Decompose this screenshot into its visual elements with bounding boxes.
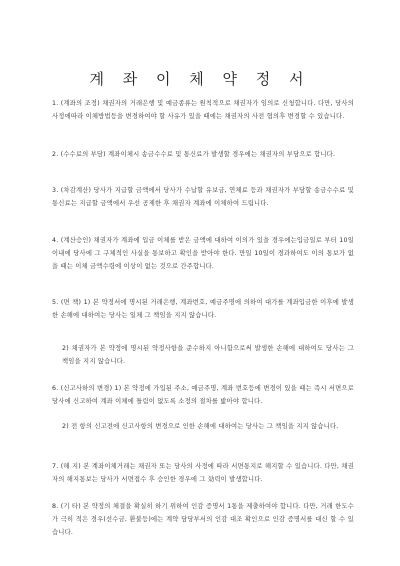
article-5-clause-2: 2) 채권자가 본 약정에 명시된 약정사항을 준수하지 아니함으로써 발생한 손해에 대하여도 당사는 그 책임을 지지 않습니다. — [62, 345, 354, 365]
article-6-clause-2: 2) 전 항의 신고전에 신고사항의 변경으로 인한 손해에 대하여는 당사는 그 책임을 지지 않습니다. — [62, 423, 339, 430]
article-3: 3. (차감계산) 당사가 지급할 금액에서 당사가 수납할 유보금, 연체료 등과 채권자가 부담할 송금수수료 및 통신료는 지급할 금액에서 우선 공제한 후 채권자 계좌에 이체하여 드립니다. — [52, 187, 354, 207]
article-5: 5. (면 책) 1) 본 약정서에 명시된 거래은행, 계좌번호, 예금주명에 의하여 대가를 계좌입금한 이후에 발생한 손해에 대하여는 당사는 일체 그 책임을 지지 않습니다. — [52, 299, 354, 319]
article-7: 7. (해 지) 본 계좌이체거래는 채권자 또는 당사의 사정에 따라 서면통지로 해지할 수 있습니다. 다만, 채권자의 해지통보는 당사가 서면접수 후 승인한 경우에 그 効력이 발생합니다. — [52, 463, 354, 483]
document-title: 계 좌 이 체 약 정 서 — [89, 70, 311, 88]
article-1: 1. (계좌의 조정) 채권자의 거래은행 및 예금종류는 원칙적으로 채권자가 임의로 신청합니다. 다만, 당사의 사정에따라 이체방법등을 변경하여야 할 사유가 있을 때에는 채권자의 사전 협의후 변경할 수 있습니다. — [52, 100, 354, 120]
article-2: 2. (수수료의 부담) 계좌이체시 송금수수료 및 통신료가 발생할 경우에는 채권자의 부담으로 합니다. — [52, 151, 336, 158]
article-4: 4. (계산승인) 채권자가 계좌에 입금 이체를 받은 금액에 대하여 이의가 있을 경우에는입금일로 부터 10일이내에 당사에 그 구체적인 사실을 통보하고 확인을 받아야 한다. 만일 10일이 경과하여도 이의 통보가 없을 때는 이체 금액수령에 이상이 없는 것으로 간주합니다. — [52, 237, 354, 270]
article-8: 8. (기 타) 본 약정의 체결을 확실히 하기 위하여 인감 증명서 1통을 제출하여야 합니다. 다만, 거래 한도수가 극히 적은 경우(선수금, 환불등)에는 계약 담당부서의 인감 대조 확인으로 인감 증명서를 대신 할 수 있습니다. — [52, 503, 354, 536]
article-6: 6. (신고사하의 변경) 1) 본 약정에 가입된 주소, 예금주명, 계좌 번호등에 변경이 있을 때는 즉시 서면으로 당사에 신고하여 계좌 이체에 틀림이 없도록 소정의 절차를 밟아야 합니다. — [52, 385, 354, 405]
